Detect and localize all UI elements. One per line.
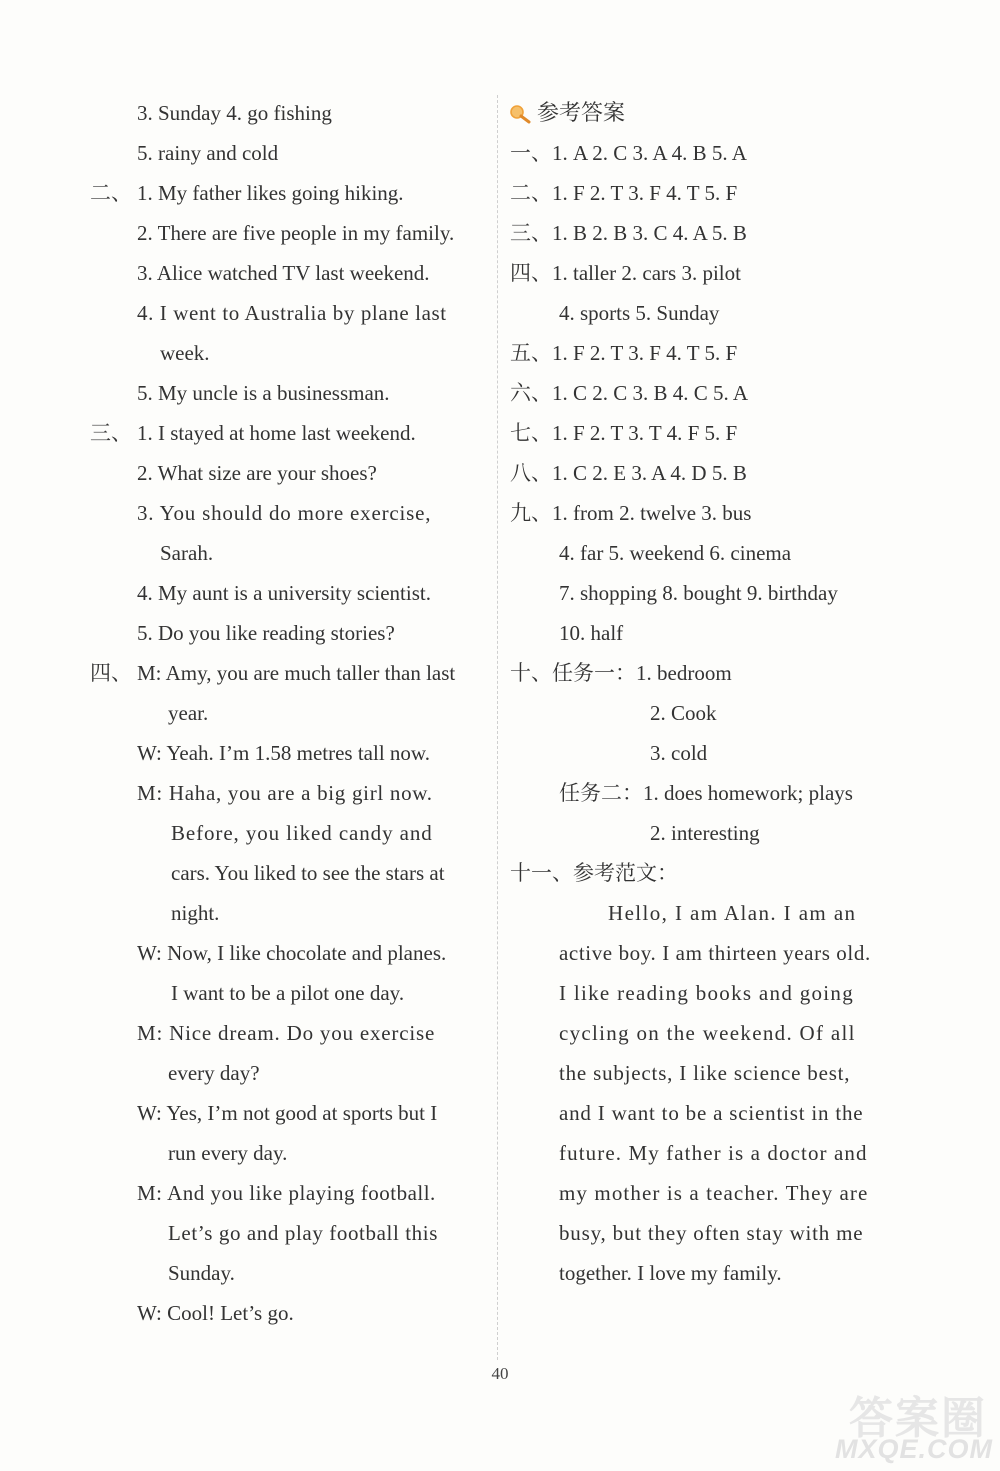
answer-line: 3. cold [650, 741, 708, 765]
answer-line: 十一、参考范文： [510, 861, 678, 885]
dialogue-line: M: And you like playing football. [137, 1181, 436, 1205]
essay-line: the subjects, I like science best, [559, 1061, 851, 1085]
section-label: 二、 [90, 181, 132, 205]
answer-line: 三、1. B 2. B 3. C 4. A 5. B [510, 221, 747, 245]
dialogue-line: M: Amy, you are much taller than last [137, 661, 456, 685]
essay-line: together. I love my family. [559, 1261, 782, 1285]
answer-line: 1. My father likes going hiking. [137, 181, 404, 205]
answer-line: 四、1. taller 2. cars 3. pilot [510, 261, 741, 285]
essay-line: my mother is a teacher. They are [559, 1181, 869, 1205]
answer-line: 3. Alice watched TV last weekend. [137, 261, 430, 285]
answer-line: 2. What size are your shoes? [137, 461, 377, 485]
answer-line: 八、1. C 2. E 3. A 4. D 5. B [510, 461, 747, 485]
dialogue-line: M: Haha, you are a big girl now. [137, 781, 433, 805]
dialogue-line: M: Nice dream. Do you exercise [137, 1021, 436, 1045]
answer-line: 五、1. F 2. T 3. F 4. T 5. F [510, 341, 738, 365]
essay-line: and I want to be a scientist in the [559, 1101, 864, 1125]
answer-line: 2. There are five people in my family. [137, 221, 455, 245]
dialogue-line: Let’s go and play football this [168, 1221, 438, 1245]
watermark [747, 1380, 993, 1466]
dialogue-line: W: Now, I like chocolate and planes. [137, 941, 447, 965]
section-label: 四、 [90, 661, 132, 685]
answer-line: 七、1. F 2. T 3. T 4. F 5. F [510, 421, 738, 445]
answer-line: 六、1. C 2. C 3. B 4. C 5. A [510, 381, 749, 405]
answer-line: 4. sports 5. Sunday [559, 301, 720, 325]
answer-line: 九、1. from 2. twelve 3. bus [510, 501, 752, 525]
dialogue-line: W: Yes, I’m not good at sports but I [137, 1101, 438, 1125]
answer-line: 2. Cook [650, 701, 717, 725]
section-label: 三、 [90, 421, 132, 445]
dialogue-line: W: Yeah. I’m 1.58 metres tall now. [137, 741, 430, 765]
dialogue-line: cars. You liked to see the stars at [171, 861, 445, 885]
answer-line: 5. Do you like reading stories? [137, 621, 395, 645]
essay-line: active boy. I am thirteen years old. [559, 941, 871, 965]
watermark-url: MXQE.COM [834, 1434, 993, 1464]
answer-line: 4. My aunt is a university scientist. [137, 581, 431, 605]
answer-line: 3. Sunday 4. go fishing [137, 101, 332, 125]
dialogue-line: night. [171, 901, 220, 925]
dialogue-line: Sunday. [168, 1261, 235, 1285]
answer-line: 二、1. F 2. T 3. F 4. T 5. F [510, 181, 738, 205]
answer-line: 任务二：1. does homework; plays [559, 781, 853, 805]
magnifier-icon [508, 104, 532, 124]
essay-line: busy, but they often stay with me [559, 1221, 864, 1245]
answer-line: 4. far 5. weekend 6. cinema [559, 541, 792, 565]
dialogue-line: I want to be a pilot one day. [171, 981, 405, 1005]
watermark-logo: 答案圈 [849, 1393, 987, 1444]
dialogue-line: run every day. [168, 1141, 288, 1165]
answer-line: 1. I stayed at home last weekend. [137, 421, 416, 445]
answer-line: 2. interesting [650, 821, 760, 845]
answer-line: 5. rainy and cold [137, 141, 279, 165]
page-number: 40 [491, 1364, 509, 1383]
answer-line: 10. half [559, 621, 624, 645]
answer-line: 5. My uncle is a businessman. [137, 381, 390, 405]
column-divider [497, 95, 498, 1360]
dialogue-line: Before, you liked candy and [171, 821, 433, 845]
answer-line: week. [160, 341, 210, 365]
answer-line: 一、1. A 2. C 3. A 4. B 5. A [510, 141, 747, 165]
answer-line: Sarah. [160, 541, 214, 565]
answer-line: 十、任务一：1. bedroom [510, 661, 732, 685]
dialogue-line: year. [168, 701, 209, 725]
answer-line: 3. You should do more exercise, [137, 501, 432, 525]
essay-line: I like reading books and going [559, 981, 855, 1005]
dialogue-line: every day? [168, 1061, 260, 1085]
essay-line: Hello, I am Alan. I am an [608, 901, 857, 925]
answer-key-heading: 参考答案 [537, 100, 626, 125]
answer-line: 4. I went to Australia by plane last [137, 301, 447, 325]
answer-line: 7. shopping 8. bought 9. birthday [559, 581, 838, 605]
dialogue-line: W: Cool! Let’s go. [137, 1301, 294, 1325]
essay-line: future. My father is a doctor and [559, 1141, 868, 1165]
essay-line: cycling on the weekend. Of all [559, 1021, 856, 1045]
